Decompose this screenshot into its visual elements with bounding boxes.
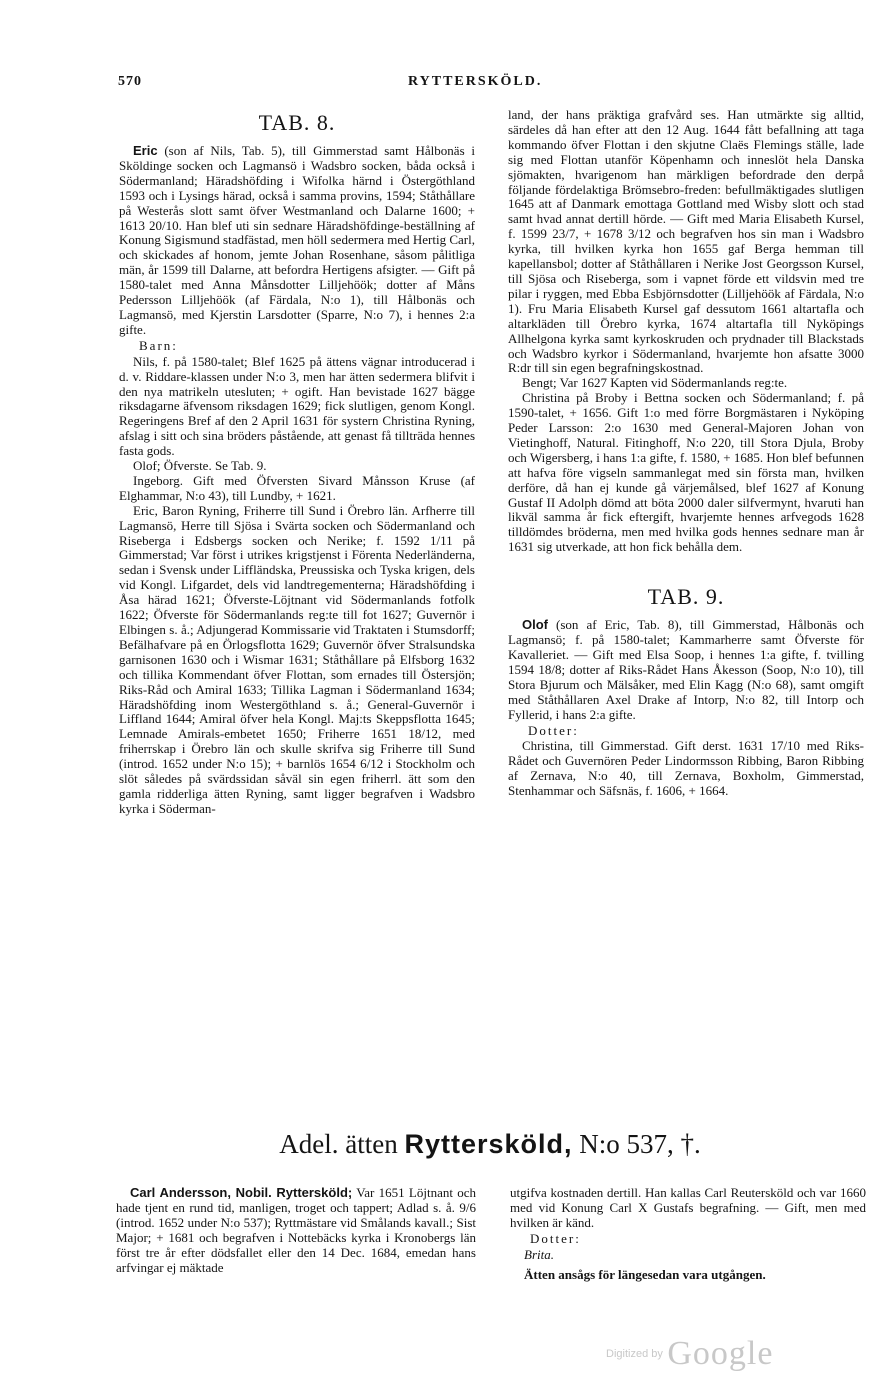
right-column (508, 108, 864, 799)
olof-tab9-paragraph (508, 618, 864, 722)
family-heading-prefix: Adel. ätten (279, 1129, 398, 1159)
eric-name: Eric (133, 143, 158, 158)
tab-8-heading: TAB. 8. (258, 110, 336, 135)
eric-ryning-paragraph: Eric, Baron Ryning, Friherre till Sund i Örebro län. Arfherre till Lagmansö, Herre till Sjösa i Svärta socken och Södermanland och Riseberga i Edsbergs socken och Nerike; f. 1592 1/11 på Gimmerstad; Var först i utrikes krigstjenst i Förenta Nederländerna, sedan i Svensk under Liffländska, Preussiska och Tyska krigen, dels vid Kongl. Lifgardet, dels vid landtregementerna; Häradshöfding i Åsa härad 1621; Öfverste-Löjtnant vid Södermanlands fotfolk 1622; Öfverste för Södermanlands reg:te till fot 1627; Guvernör i Elbingen s. å.; Adjungerad Kommissarie vid Traktaten i Stumsdorff; Befälhafvare på en Örlogsflotta 1629; Guvernör öfver Stralsundska garnisonen 1630 och i Wismar 1631; Ståthållare på Elfsborg 1632 och tillika Kommendant öfver Flottan, som ernades till Östersjön; Riks-Råd och Amiral 1633; Tillika Lagman i Södermanland 1634; Häradshöfding inom Westergöthland s. å.; General-Guvernör i Liffland 1644; Amiral öfver hela Kongl. Maj:ts Skeppsflotta 1645; Lemnade Amirals-embetet 1650; Friherre 1651 18/12, med friherrskap i Örebro län och skulle skrifva sig Friherre till Sund (introd. 1652 under N:o 15); + barnlös 1654 6/12 i Stockholm och slöt således på svärdssidan såväl sin egen friherrl. ätt som den gamla ridderliga ätten Ryning, samt ligger begrafven i Wadsbro kyrka i Söderman- (119, 502, 475, 816)
christina-tab9-paragraph: Christina, till Gimmerstad. Gift derst. 1631 17/10 med Riks-Rådet och Guvernören Peder Lindormsson Ribbing, Baron Ribbing af Zernava, N:o 40, till Zernava, Boxholm, Gimmerstad, Stenhammar och Säfsnäs, f. 1606, + 1664. (508, 738, 864, 799)
family-heading-name: Rytterskӧld, (404, 1129, 573, 1159)
eric-text: (son af Nils, Tab. 5), till Gimmerstad samt Hålbonäs i Sköldinge socken och Lagmansö i Wadsbro socken, båda också i Södermanland; Häradshöfding i Wifolka härnd i Östergöthland 1593 och i Lysings härad, också i samma provins, 1594; Ståthållare på Westerås slott samt öfver Westmanland och Dalarne 1600; + 1613 20/10. Han blef uti sin sednare Häradshöfdinge-beställning af Konung Sigismund stadfästad, men höll sedermera med Hertig Carl, och skickades af honom, jemte Johan Rosenhane, såsom pålitliga män, år 1599 till Dalarne, att befordra Hertigens afsigter. — Gift på 1580-talet med Anna Månsdotter Lilljehöök; dotter af Måns Pedersson Lilljehöök (af Färdala, N:o 1), till Hålbonäs och Lagmansö, med Kjerstin Larsdotter (Sparre, N:o 7), i hennes 2:a gifte. (119, 143, 476, 337)
carl-continued-paragraph: utgifva kostnaden dertill. Han kallas Carl Reuterskӧld och var 1660 med vid Konung Carl X Gustafs begrafning. — Gift, men med hvilken är känd. (510, 1185, 866, 1230)
brita-paragraph: Brita. (524, 1246, 554, 1262)
bottom-right-column (510, 1186, 866, 1282)
nils-paragraph: Nils, f. på 1580-talet; Blef 1625 på ättens vägnar introducerad i d. v. Riddare-klassen under N:o 3, men har ätten sedermera blifvit i den nya matrikeln utesluten; + ogift. Han bevistade 1627 bägge riksdagarne äfvensom riksdagen 1629; fick slutligen, genom Kongl. Regeringens Bref af den 2 April 1631 för systern Christina Ryning, afslag i sitt och sina bröders påstående, att genast få tillträda hennes fasta gods. (119, 353, 475, 459)
ingeborg-paragraph: Ingeborg. Gift med Öfversten Sivard Månsson Kruse (af Elghammar, N:o 43), till Lundby, + 1621. (119, 472, 475, 503)
google-logo: Google (667, 1335, 774, 1372)
olof-name: Olof (522, 617, 548, 633)
bengt-paragraph: Bengt; Var 1627 Kapten vid Södermanlands reg:te. (522, 375, 788, 391)
left-column (119, 108, 475, 817)
carl-name: Carl Andersson, Nobil. Rytterskӧld; (130, 1185, 353, 1200)
watermark-prefix: Digitized by (606, 1348, 663, 1360)
bottom-daughters-heading: Dotter: (530, 1230, 581, 1246)
extinct-note: Ätten ansågs för längesedan vara utgången. (524, 1266, 766, 1282)
page-number: 570 (118, 74, 142, 89)
page-header (118, 74, 818, 96)
bottom-left-column (116, 1186, 476, 1275)
tab-9-heading: TAB. 9. (647, 584, 725, 610)
christina-paragraph: Christina på Broby i Bettna socken och Södermanland; f. på 1590-talet, + 1656. Gift 1:o med förre Borgmästaren i Nyköping Peder Larsson: 2:o 1630 med General-Majoren Johan von Vietinghoff, Natural. Fitinghoff, N:o 220, till Stora Djula, Broby och Wigersberg, i hans 1:a gifte, f. 1580, + 1685. Hon blef befunnen att hafva före vigseln sammanlegat med sin första man, hvilken derföre, då han ej kunde gå värjemålsed, blef 1627 af Konung Gustaf II Adolph dömd att böta 2000 daler silfvermynt, hvaruti han likväl samma år fick eftergift, hvarjemte hennes arfvegods 1628 tilldömdes bröderna, men med hvilka gods hennes sednare man år 1631 sig utverkade, att hon fick behålla dem. (508, 390, 864, 555)
continued-paragraph: land, der hans präktiga grafvård ses. Han utmärkte sig alltid, särdeles då han efter att den 12 Aug. 1644 fått befallning att taga kommando öfver Flottan i den skjutne Claës Flemings ställe, lade sig med Flottan utanför Köpenhamn och inneslöt hela Danska sjömakten, hvarigenom han märkligen befordrade den derpå följande fördelaktiga Brömsebro-freden: befullmäktigades slutligen 1645 att af Danmark emottaga Gottland med Wisby slott och stad samt hvad annat dertill hörde. — Gift med Maria Elisabeth Kursel, f. 1599 23/7, + 1678 3/12 och begrafven hos sin man i Wadsbro kyrka, till hvilken kyrka hon 1655 gaf Berga hemman till kapellansbol; dotter af Ståthållaren i Nerike Jost Georgsson Kursel, till Sjösa och Riseberga, som i vapnet förde ett vildsvin med tre pilar i ryggen, med Ebba Esbjörnsdotter (Lilljehöök af Färdala, N:o 1). Fru Maria Elisabeth Kursel gaf dessutom 1661 altartafla och altarkläden till Örebro kyrka, 1674 altartafla till Nyköpings Allhelgona kyrka samt kyrkoskruden och prydnader till Blackstads och Wadsbro kyrkor i Södermanland, hvarjemte hon afsatte 3000 R:dr till sin egen begrafningskostnad. (508, 107, 864, 376)
family-heading-suffix: N:o 537, †. (579, 1129, 701, 1159)
daughters-heading: Dotter: (528, 722, 579, 738)
family-heading (110, 1127, 870, 1161)
children-heading: Barn: (139, 337, 178, 353)
google-watermark (606, 1335, 773, 1373)
carl-text: Var 1651 Löjtnant och hade tjent en rund tid, manligen, troget och tappert; Adlad s. å. 9/6 (introd. 1652 under N:o 537); Ryttmästare vid Smålands kavall.; Sist Major; + 1681 och begrafven i Nottebäcks kyrka i Kronobergs län först tre år efter dödsfallet eller den 14 Dec. 1684, emedan hans arfvingar ej mäktade (116, 1185, 477, 1275)
carl-paragraph (116, 1186, 476, 1275)
olof-paragraph: Olof; Öfverste. Se Tab. 9. (133, 458, 267, 474)
running-head: RYTTERSKÖLD. (408, 74, 543, 89)
eric-paragraph (119, 144, 475, 338)
olof-text: (son af Eric, Tab. 8), till Gimmerstad, Hålbonäs och Lagmansö; f. på 1580-talet; Kammarherre samt Öfverste för Kavalleriet. — Gift med Elsa Soop, i hennes 1:a gifte, f. tvilling 1594 18/8; dotter af Riks-Rådet Hans Åkesson (Soop, N:o 10), till Stora Bjurum och Mälsåker, med Elin Kagg (N:o 68), samt omgift med Ståthållaren Axel Drake af Intorp, N:o 82, till Intorp och Fyllerid, i hans 2:a gifte. (508, 617, 864, 722)
